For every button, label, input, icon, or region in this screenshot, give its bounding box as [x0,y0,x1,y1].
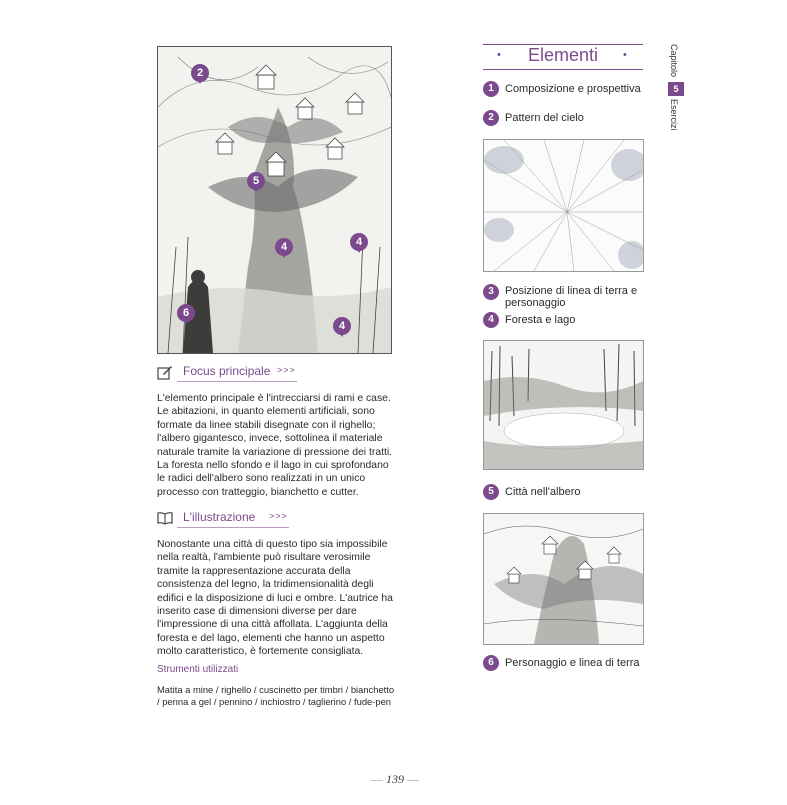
elements-title: Elementi [527,45,599,65]
pencil-note-icon [157,364,173,380]
tree-city-sketch [483,513,644,645]
tree-city-sketch-drawing [484,514,643,644]
element-number: 4 [483,312,499,328]
focus-text: L'elemento principale è l'intrecciarsi di rami e case. Le abitazioni, in quanto elementi artificiali, sono formate da linee stabili disegnate con il righello; l'albero gigantesco, invece, sottolinea il materiale naturale tramite la variazione di pressione dei tratti. La foresta nello sfondo e il lago in cui sprofondano le radici dell'albero sono realizzati in un unico processo con tratteggio, bianchetto e cutter. [157,393,393,498]
illustration-heading-block [157,508,392,530]
tools-text: Matita a mine / righello / cuscinetto per timbri / bianchetto / penna a gel / pennino / inchiostro / taglierino / fude-pen [157,684,395,707]
marker-4: 4 [350,233,368,251]
chapter-word: Capitolo [669,44,679,78]
element-label: Personaggio e linea di terra [505,657,640,669]
marker-6: 6 [177,304,195,322]
element-number: 5 [483,484,499,500]
forest-lake-sketch [483,340,644,470]
elements-heading-block [483,44,643,70]
sky-pattern-drawing [484,140,643,271]
marker-2: 2 [191,64,209,82]
page-number-block [360,772,430,787]
element-number: 1 [483,81,499,97]
element-number: 2 [483,110,499,126]
main-illustration [157,46,392,354]
focus-heading-block [157,362,392,384]
page-dash-right: — [407,772,419,786]
element-label: Composizione e prospettiva [505,83,641,95]
sky-pattern-sketch [483,139,644,272]
illustration-underline [177,527,289,528]
marker-4: 4 [333,317,351,335]
element-number: 6 [483,655,499,671]
section-label: Esercizi [669,99,679,131]
focus-arrows: >>> [277,365,296,375]
marker-5: 5 [247,172,265,190]
element-label: Pattern del cielo [505,112,584,124]
element-label: Foresta e lago [505,314,576,326]
elements-bottom-rule [483,69,643,70]
illustration-text: Nonostante una città di questo tipo sia impossibile nella realtà, l'ambiente può risultare verosimile tramite la rappresentazione accurata della consistenza del legno, la tridimensionalità degli edifici e la disposizione di luci e ombre. L'autrice ha inserito case di dimensioni diverse per dare l'impressione di una città affollata. L'aggiunta della foresta e del lago, elementi che hanno un aspetto molto caratteristico, è fortemente consigliata. [157,539,393,658]
element-label: Città nell'albero [505,486,581,498]
illustration-arrows: >>> [269,511,288,521]
forest-lake-drawing [484,341,643,469]
tools-title: Strumenti utilizzati [157,664,239,675]
open-book-icon [157,510,173,526]
chapter-side-tab [668,44,684,154]
chapter-number: 5 [668,82,684,96]
page-number: 139 [386,772,404,786]
focus-underline [177,381,297,382]
illustration-heading: L'illustrazione [183,510,256,524]
marker-4: 4 [275,238,293,256]
element-number: 3 [483,284,499,300]
elements-dot-right: • [623,49,627,61]
elements-dot-left: • [497,49,501,61]
page-dash-left: — [371,772,383,786]
element-label: Posizione di linea di terra e personaggio [505,285,638,309]
focus-heading: Focus principale [183,364,271,378]
